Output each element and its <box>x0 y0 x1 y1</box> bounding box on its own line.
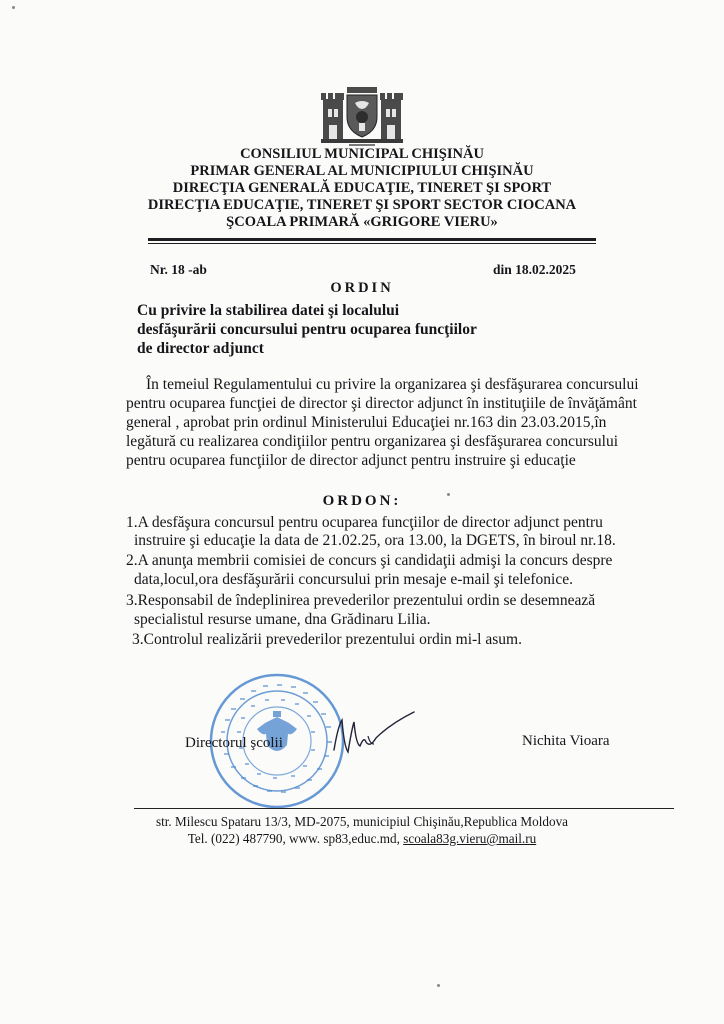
header-line-council: CONSILIUL MUNICIPAL CHIŞINĂU <box>240 146 484 162</box>
handwritten-signature-icon <box>330 706 420 766</box>
header-line-mayor: PRIMAR GENERAL AL MUNICIPIULUI CHIŞINĂU <box>190 163 534 179</box>
preamble <box>126 375 686 470</box>
footer-divider <box>134 808 674 809</box>
header-line-school: ŞCOALA PRIMARĂ «GRIGORE VIERU» <box>226 214 498 230</box>
preamble-line: În temeiul Regulamentului cu privire la organizarea şi desfăşurarea concursului <box>146 376 639 393</box>
signatory-name: Nichita Vioara <box>522 733 610 749</box>
header-line-sector-directorate: DIRECŢIA EDUCAŢIE, TINERET ŞI SPORT SECTOR CIOCANA <box>147 197 577 213</box>
order-item-continuation: data,locul,ora desfăşurării concursului prin mesaje e-mail şi telefonice. <box>134 571 573 588</box>
order-item: 3.Controlul realizării prevederilor prezentului ordin mi-l asum. <box>132 631 522 648</box>
preamble-line: pentru ocuparea funcţiilor de director adjunct pentru instruire şi educaţie <box>126 452 576 469</box>
order-number: Nr. 18 -ab <box>150 262 207 277</box>
scan-speck <box>447 493 450 496</box>
scan-speck <box>437 984 440 987</box>
scan-speck <box>12 6 15 9</box>
subject-line: de director adjunct <box>137 340 264 357</box>
preamble-line: general , aprobat prin ordinul Ministerului Educaţiei nr.163 din 23.03.2015,în <box>126 414 607 431</box>
order-item: 2.A anunţa membrii comisiei de concurs şi candidaţii admişi la concurs despre <box>126 552 613 569</box>
footer-email-link[interactable]: scoala83g.vieru@mail.ru <box>403 831 537 846</box>
ordon-heading: ORDON: <box>322 493 402 509</box>
subject-line: desfăşurării concursului pentru ocuparea funcţiilor <box>137 321 477 338</box>
preamble-line: pentru ocuparea funcţiei de director şi director adjunct în instituţiile de învăţământ <box>126 395 637 412</box>
document-title: ORDIN <box>330 280 394 296</box>
signatory-role: Directorul şcolii <box>185 735 283 751</box>
preamble-line: legătură cu realizarea condiţiilor pentru organizarea şi desfăşurarea concursului <box>126 433 619 450</box>
footer-address: str. Milescu Spataru 13/3, MD-2075, municipiul Chişinău,Republica Moldova <box>155 814 569 829</box>
order-date: din 18.02.2025 <box>493 262 576 277</box>
coat-of-arms-icon <box>319 87 405 147</box>
footer-contact-prefix: Tel. (022) 487790, www. sp83,educ.md, <box>187 831 404 846</box>
header-line-general-directorate: DIRECŢIA GENERALĂ EDUCAŢIE, TINERET ŞI SPORT <box>172 180 552 196</box>
order-item-continuation: instruire şi educaţie la data de 21.02.25, ora 13.00, la DGETS, în biroul nr.18. <box>134 532 616 549</box>
order-item: 1.A desfăşura concursul pentru ocuparea funcţiilor de director adjunct pentru <box>126 514 603 531</box>
order-item-continuation: specialistul resurse umane, dna Grădinaru Lilia. <box>134 611 431 628</box>
footer-contacts <box>0 831 724 847</box>
header-divider-thick <box>148 238 596 241</box>
order-item: 3.Responsabil de îndeplinirea prevederilor prezentului ordin se desemnează <box>126 592 596 609</box>
header-divider-thin <box>148 243 596 244</box>
subject-line: Cu privire la stabilirea datei şi localului <box>137 302 400 319</box>
